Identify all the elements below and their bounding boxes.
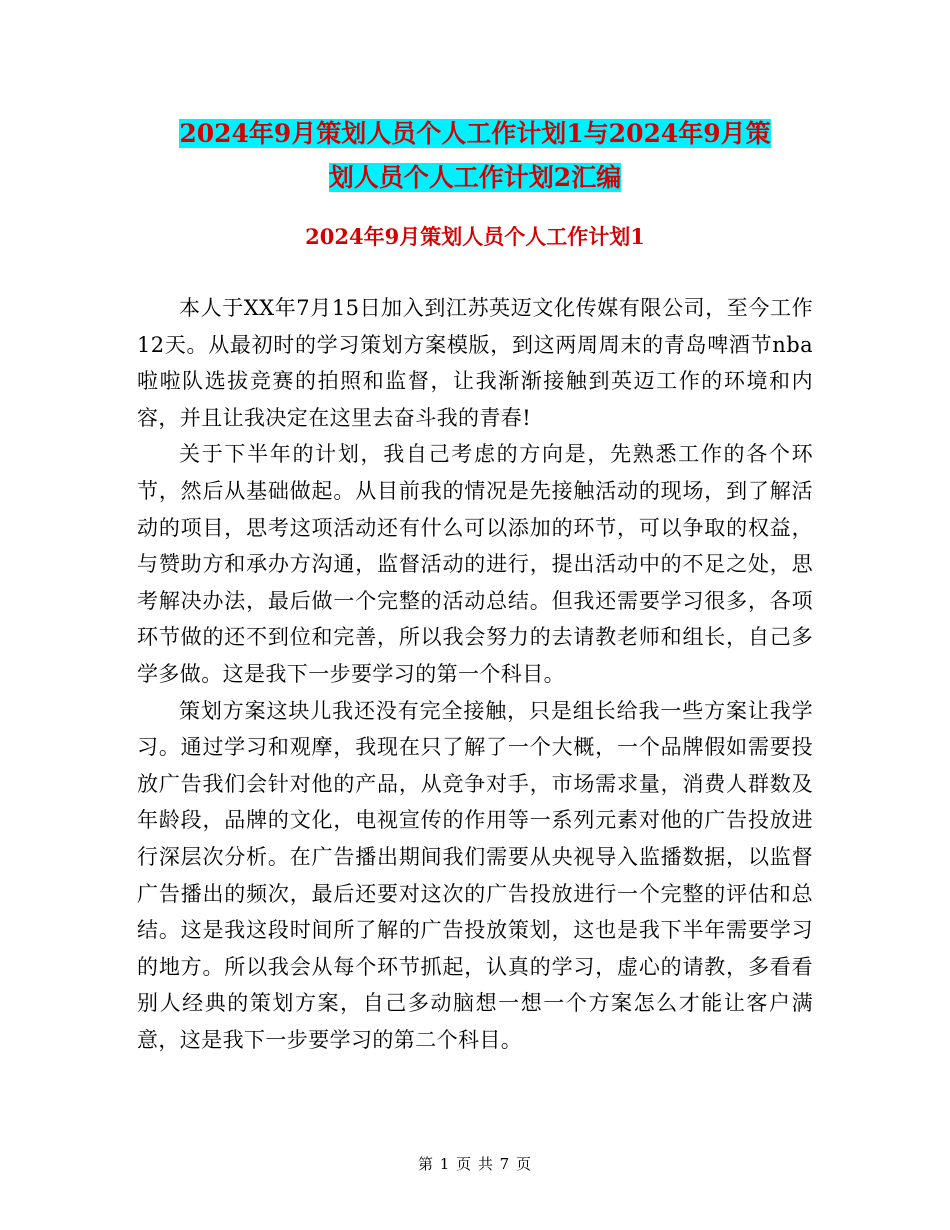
document-title: [130, 112, 820, 200]
paragraph-3: 策划方案这块儿我还没有完全接触，只是组长给我一些方案让我学习。通过学习和观摩，我现在只了解了一个大概，一个品牌假如需要投放广告我们会针对他的产品，从竞争对手，市场需求量，消费人群数及年龄段，品牌的文化，电视宣传的作用等一系列元素对他的广告投放进行深层次分析。在广告播出期间我们需要从央视导入监播数据，以监督广告播出的频次，最后还要对这次的广告投放进行一个完整的评估和总结。这是我这段时间所了解的广告投放策划，这也是我下半年需要学习的地方。所以我会从每个环节抓起，认真的学习，虚心的请教，多看看别人经典的策划方案，自己多动脑想一想一个方案怎么才能让客户满意，这是我下一步要学习的第二个科目。: [137, 698, 813, 1052]
paragraph-2: 关于下半年的计划，我自己考虑的方向是，先熟悉工作的各个环节，然后从基础做起。从目前我的情况是先接触活动的现场，到了解活动的项目，思考这项活动还有什么可以添加的环节，可以争取的权益，与赞助方和承办方沟通，监督活动的进行，提出活动中的不足之处，思考解决办法，最后做一个完整的活动总结。但我还需要学习很多，各项环节做的还不到位和完善，所以我会努力的去请教老师和组长，自己多学多做。这是我下一步要学习的第一个科目。: [137, 442, 813, 686]
page-footer: 第 1 页 共 7 页: [418, 1155, 532, 1173]
paragraph-1: 本人于XX年7月15日加入到江苏英迈文化传媒有限公司，至今工作12天。从最初时的学习策划方案模版，到这两周周末的青岛啤酒节nba啦啦队选拔竞赛的拍照和监督，让我渐渐接触到英迈工作的环境和内容，并且让我决定在这里去奋斗我的青春!: [137, 296, 813, 430]
document-body: [137, 290, 813, 1058]
document-title-line-2: 划人员个人工作计划2汇编: [328, 163, 622, 192]
document-title-line-1: 2024年9月策划人员个人工作计划1与2024年9月策: [179, 119, 771, 148]
section-title: 2024年9月策划人员个人工作计划1: [305, 224, 645, 249]
